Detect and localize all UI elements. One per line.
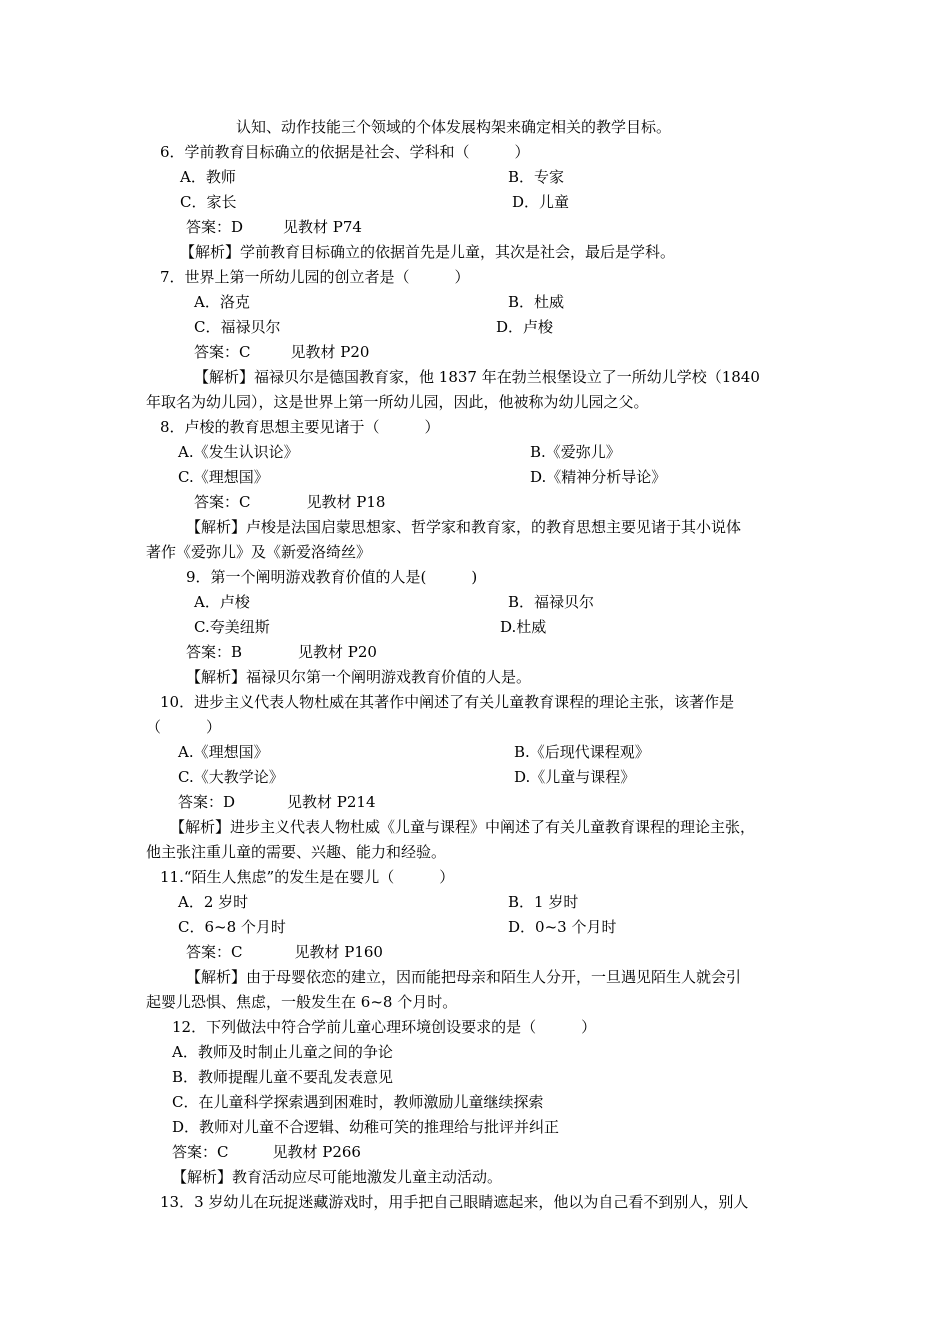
- q7-option-a: A．洛克: [194, 293, 250, 311]
- q10-analysis-line-2: 他主张注重儿童的需要、兴趣、能力和经验。: [146, 843, 447, 861]
- q8-option-c: C.《理想国》: [178, 468, 269, 486]
- q12-option-c: C．在儿童科学探索遇到困难时，教师激励儿童继续探索: [172, 1093, 544, 1111]
- q9-reference: 见教材 P20: [298, 643, 377, 661]
- q10-stem-line-2: （ ）: [146, 718, 222, 736]
- q12-option-d: D．教师对儿童不合逻辑、幼稚可笑的推理给与批评并纠正: [172, 1118, 560, 1136]
- q6-option-d: D．儿童: [512, 193, 570, 211]
- q10-option-b: B.《后现代课程观》: [514, 743, 650, 761]
- q13-stem: 13．3 岁幼儿在玩捉迷藏游戏时，用手把自己眼睛遮起来，他以为自己看不到别人，别人: [160, 1193, 749, 1211]
- intro-tail-line: 认知、动作技能三个领域的个体发展构架来确定相关的教学目标。: [236, 118, 672, 136]
- q8-option-a: A.《发生认识论》: [178, 443, 299, 461]
- q9-answer: 答案：B: [186, 643, 243, 661]
- q10-reference: 见教材 P214: [287, 793, 376, 811]
- q6-option-c: C．家长: [180, 193, 237, 211]
- q9-stem: 9．第一个阐明游戏教育价值的人是( ): [186, 568, 478, 586]
- q9-option-d: D.杜威: [500, 618, 547, 636]
- q7-option-c: C．福禄贝尔: [194, 318, 281, 336]
- q11-answer-line: [186, 942, 383, 962]
- q12-reference: 见教材 P266: [272, 1143, 361, 1161]
- q6-answer-line: [186, 217, 362, 237]
- q7-reference: 见教材 P20: [290, 343, 370, 361]
- q7-option-d: D．卢梭: [496, 318, 554, 336]
- q9-option-c: C.夸美纽斯: [194, 618, 270, 636]
- q10-option-d: D.《儿童与课程》: [514, 768, 636, 786]
- q6-option-b: B．专家: [508, 168, 565, 186]
- q7-stem: 7．世界上第一所幼儿园的创立者是（ ）: [160, 268, 470, 286]
- q8-analysis-line-1: 【解析】卢梭是法国启蒙思想家、哲学家和教育家，的教育思想主要见诸于其小说体: [186, 518, 742, 536]
- q8-option-b: B.《爱弥儿》: [530, 443, 621, 461]
- q11-option-a: A．2 岁时: [178, 893, 249, 911]
- q8-stem: 8．卢梭的教育思想主要见诸于（ ）: [160, 418, 440, 436]
- q10-option-a: A.《理想国》: [178, 743, 269, 761]
- q12-option-a: A．教师及时制止儿童之间的争论: [172, 1043, 393, 1061]
- q6-reference: 见教材 P74: [283, 218, 362, 236]
- q11-analysis-line-1: 【解析】由于母婴依恋的建立，因而能把母亲和陌生人分开，一旦遇见陌生人就会引: [186, 968, 742, 986]
- q8-analysis-line-2: 著作《爱弥儿》及《新爱洛绮丝》: [146, 543, 372, 561]
- q12-answer-line: [172, 1142, 361, 1162]
- q6-stem: 6．学前教育目标确立的依据是社会、学科和（ ）: [160, 143, 530, 161]
- q9-answer-line: [186, 642, 377, 662]
- q11-option-c: C．6~8 个月时: [178, 918, 286, 936]
- q12-stem: 12．下列做法中符合学前儿童心理环境创设要求的是（ ）: [172, 1018, 597, 1036]
- q12-answer: 答案：C: [172, 1143, 229, 1161]
- q7-analysis-line-1: 【解析】福禄贝尔是德国教育家，他 1837 年在勃兰根堡设立了一所幼儿学校（1840: [194, 368, 760, 386]
- q7-option-b: B．杜威: [508, 293, 565, 311]
- q10-answer: 答案：D: [178, 793, 236, 811]
- q8-answer: 答案：C: [194, 493, 251, 511]
- q10-answer-line: [178, 792, 376, 812]
- q12-option-b: B．教师提醒儿童不要乱发表意见: [172, 1068, 394, 1086]
- q10-option-c: C.《大教学论》: [178, 768, 284, 786]
- q7-analysis-line-2: 年取名为幼儿园），这是世界上第一所幼儿园，因此，他被称为幼儿园之父。: [146, 393, 649, 411]
- q6-option-a: A．教师: [180, 168, 236, 186]
- q11-stem: 11.“陌生人焦虑”的发生是在婴儿（ ）: [160, 868, 455, 886]
- q11-answer: 答案：C: [186, 943, 243, 961]
- q10-stem-line-1: 10．进步主义代表人物杜威在其著作中阐述了有关儿童教育课程的理论主张，该著作是: [160, 693, 735, 711]
- q10-analysis-line-1: 【解析】进步主义代表人物杜威《儿童与课程》中阐述了有关儿童教育课程的理论主张，: [170, 818, 756, 836]
- q6-analysis: 【解析】学前教育目标确立的依据首先是儿童，其次是社会，最后是学科。: [180, 243, 676, 261]
- q8-option-d: D.《精神分析导论》: [530, 468, 667, 486]
- q9-option-a: A．卢梭: [194, 593, 250, 611]
- q9-option-b: B．福禄贝尔: [508, 593, 595, 611]
- q11-option-d: D．0~3 个月时: [508, 918, 617, 936]
- q8-answer-line: [194, 492, 385, 512]
- q6-answer: 答案：D: [186, 218, 244, 236]
- q8-reference: 见教材 P18: [306, 493, 386, 511]
- q9-analysis: 【解析】福禄贝尔第一个阐明游戏教育价值的人是。: [186, 668, 532, 686]
- q11-reference: 见教材 P160: [294, 943, 383, 961]
- q12-analysis: 【解析】教育活动应尽可能地激发儿童主动活动。: [172, 1168, 503, 1186]
- q7-answer: 答案：C: [194, 343, 251, 361]
- q11-option-b: B．1 岁时: [508, 893, 579, 911]
- q11-analysis-line-2: 起婴儿恐惧、焦虑，一般发生在 6~8 个月时。: [146, 993, 458, 1011]
- q7-answer-line: [194, 342, 369, 362]
